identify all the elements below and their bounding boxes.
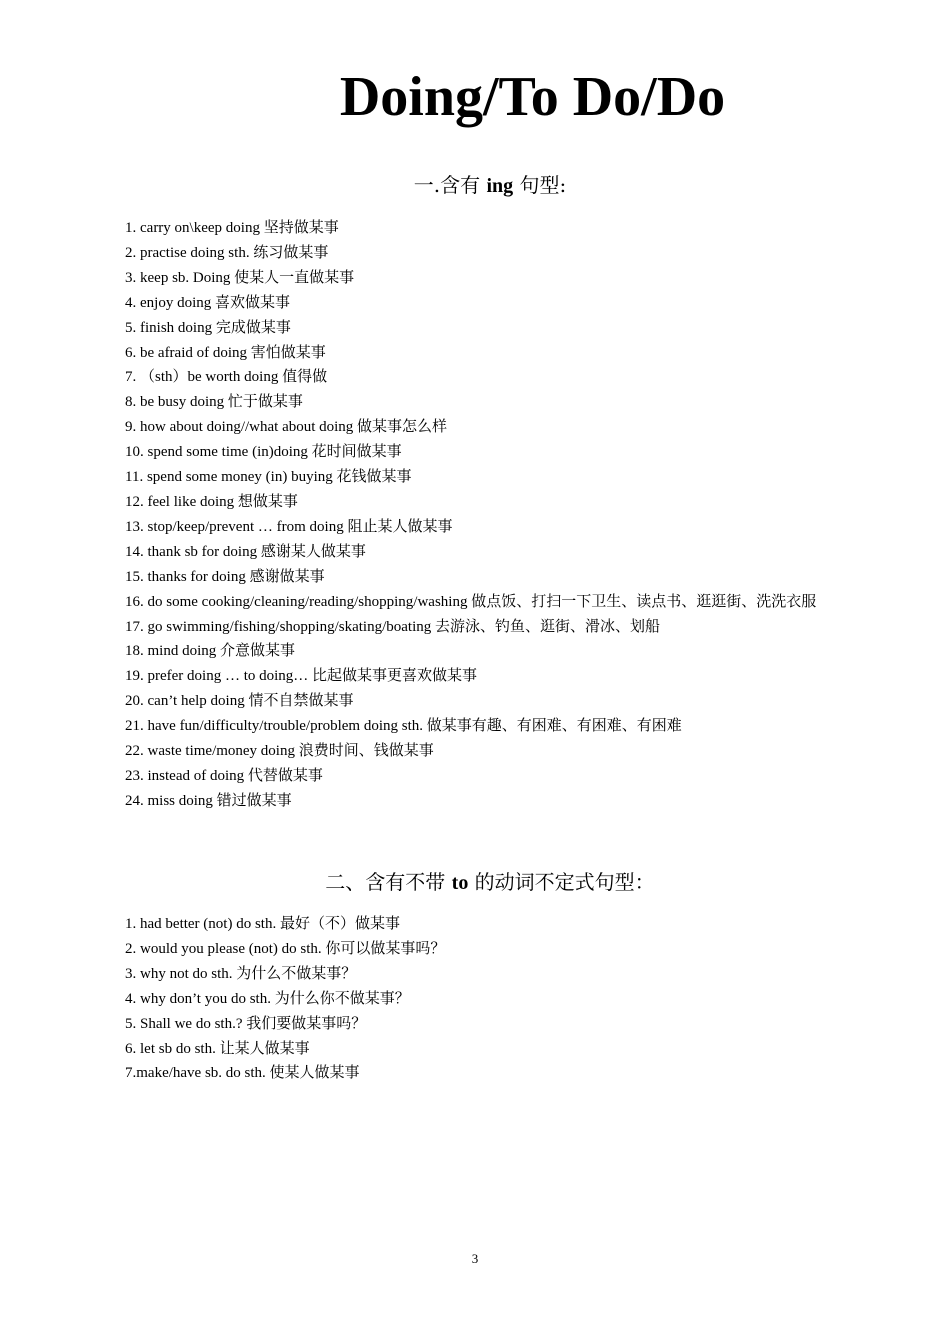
section-heading-prefix: 一.含有 [413, 173, 487, 197]
list-item: 18. mind doing 介意做某事 [125, 643, 296, 660]
list-item: 4. why don’t you do sth. 为什么你不做某事？ [125, 990, 410, 1007]
list-item: 6. let sb do sth. 让某人做某事 [125, 1040, 310, 1057]
list-item: 24. miss doing 错过做某事 [125, 792, 292, 809]
section-heading-keyword: ing [486, 175, 514, 197]
page-title: Doing/To Do/Do [339, 66, 726, 128]
list-item: 16. do some cooking/cleaning/reading/shopping/washing 做点饭、打扫一下卫生、读点书、逛逛街、洗洗衣服 [125, 593, 817, 610]
list-item: 5. finish doing 完成做某事 [125, 319, 291, 336]
section-heading-ing [0, 171, 950, 200]
section-heading-suffix: 句型: [513, 173, 567, 197]
list-item: 10. spend some time (in)doing 花时间做某事 [125, 444, 402, 461]
list-item: 17. go swimming/fishing/shopping/skating/boating 去游泳、钓鱼、逛街、滑冰、划船 [125, 618, 661, 635]
list-item: 3. keep sb. Doing 使某人一直做某事 [125, 269, 355, 286]
section-heading-prefix: 二、含有不带 [325, 870, 452, 894]
list-item: 14. thank sb for doing 感谢某人做某事 [125, 543, 366, 560]
list-item: 7. （sth）be worth doing 值得做 [125, 369, 328, 386]
list-item: 22. waste time/money doing 浪费时间、钱做某事 [125, 743, 434, 760]
list-item: 1. had better (not) do sth. 最好（不）做某事 [125, 916, 400, 932]
list-item: 8. be busy doing 忙于做某事 [125, 394, 303, 411]
list-item: 3. why not do sth. 为什么不做某事？ [125, 965, 357, 982]
list-item: 13. stop/keep/prevent … from doing 阻止某人做某事 [125, 518, 453, 535]
list-item: 1. carry on\keep doing 坚持做某事 [125, 220, 339, 236]
list-item: 9. how about doing//what about doing 做某事怎么样 [125, 419, 448, 436]
list-item: 20. can’t help doing 情不自禁做某事 [125, 693, 354, 710]
list-item: 5. Shall we do sth.? 我们要做某事吗？ [125, 1015, 367, 1032]
section-heading-suffix: 的动词不定式句型： [468, 870, 655, 894]
list-item: 7.make/have sb. do sth. 使某人做某事 [125, 1065, 360, 1082]
section-heading-bare-infinitive [0, 868, 950, 897]
list-item: 23. instead of doing 代替做某事 [125, 767, 323, 784]
list-item: 15. thanks for doing 感谢做某事 [125, 568, 325, 585]
list-item: 2. practise doing sth. 练习做某事 [125, 244, 329, 261]
page-number: 3 [471, 1251, 479, 1266]
section-heading-keyword: to [451, 872, 469, 894]
list-item: 6. be afraid of doing 害怕做某事 [125, 344, 326, 361]
list-item: 19. prefer doing … to doing… 比起做某事更喜欢做某事 [125, 668, 478, 685]
bare-infinitive-pattern-list [92, 912, 867, 1086]
list-item: 2. would you please (not) do sth. 你可以做某事吗？ [125, 940, 446, 957]
list-item: 11. spend some money (in) buying 花钱做某事 [125, 469, 412, 486]
list-item: 4. enjoy doing 喜欢做某事 [125, 294, 290, 311]
list-item: 12. feel like doing 想做某事 [125, 493, 298, 510]
list-item: 21. have fun/difficulty/trouble/problem doing sth. 做某事有趣、有困难、有困难、有困难 [125, 718, 682, 735]
ing-pattern-list [92, 216, 867, 814]
